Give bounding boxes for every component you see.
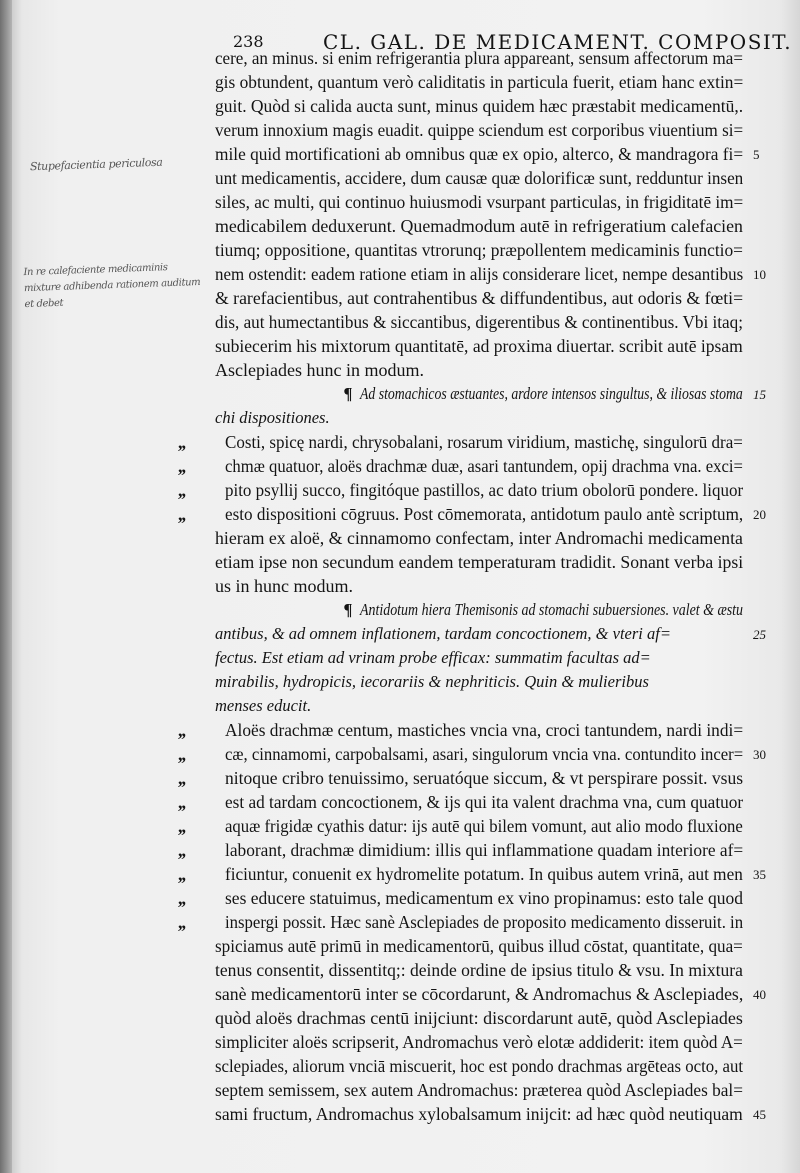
line-text: guit. Quòd si calida aucta sunt, minus quidem hæc præstabit medicamentū,. <box>215 96 744 116</box>
line-number: 35 <box>753 867 766 882</box>
text-line <box>178 504 770 524</box>
running-title: CL. GAL. DE MEDICAMENT. COMPOSIT. <box>323 30 793 54</box>
line-text: tiumq; oppositione, quantitas vtrorunq; præpollentem medicaminis functio= <box>215 240 743 260</box>
quotation-marker: ,, <box>178 864 185 884</box>
line-text: & rarefacientibus, aut contrahentibus & diffundentibus, aut odoris & fœti= <box>215 288 744 308</box>
text-line <box>205 552 753 572</box>
text-line <box>205 144 765 164</box>
pilcrow-marker: ¶ <box>344 384 352 403</box>
text-line <box>205 696 311 716</box>
line-text: dis, aut humectantibus & siccantibus, digerentibus & continentibus. Vbi itaq; <box>215 312 743 332</box>
line-text: verum innoxium magis euadit. quippe sciendum est corporibus viuentium si= <box>215 120 744 140</box>
text-line <box>178 456 784 476</box>
marginalia <box>0 0 200 1173</box>
text-line <box>205 384 800 404</box>
quotation-marker: ,, <box>178 792 185 812</box>
text-line <box>178 720 763 740</box>
line-text: fectus. Est etiam ad vrinam probe efficax: summatim facultas ad= <box>215 648 651 667</box>
line-text: sclepiades, aliorum vnciā miscuerit, hoc est pondo drachmas argēteas octo, aut <box>215 1056 744 1076</box>
text-line <box>205 192 768 212</box>
line-text: Ad stomachicos æstuantes, ardore intensos singultus, & iliosas stoma <box>360 384 743 403</box>
line-text: ses educere statuimus, medicamentum ex vino propinamus: esto tale quod <box>225 888 743 908</box>
line-text: antibus, & ad omnem inflationem, tardam concoctionem, & vteri af= <box>215 624 671 643</box>
text-line <box>205 984 766 1004</box>
text-line <box>205 1032 770 1052</box>
text-line <box>205 648 651 668</box>
line-text: unt medicamentis, accidere, dum causæ quæ dolorificæ sunt, redduntur insen <box>215 168 744 188</box>
quotation-marker: ,, <box>178 768 185 788</box>
quotation-marker: ,, <box>178 816 185 836</box>
text-line <box>205 576 353 596</box>
text-line <box>205 960 756 980</box>
text-line <box>205 288 752 308</box>
line-text: etiam ipse non secundum eandem temperaturam tradidit. Sonant verba ipsi <box>215 552 744 572</box>
quotation-marker: ,, <box>178 456 185 476</box>
text-line <box>205 336 756 356</box>
line-text: simpliciter aloës scripserit, Andromachus verò elotæ addiderit: item quòd A= <box>215 1032 743 1052</box>
text-line <box>178 912 782 932</box>
line-number: 30 <box>753 747 766 762</box>
quotation-marker: ,, <box>178 840 185 860</box>
line-text: sami fructum, Andromachus xylobalsamum inijcit: ad hæc quòd neutiquam <box>215 1104 743 1124</box>
line-text: septem semissem, sex autem Andromachus: præterea quòd Asclepiades bal= <box>215 1080 743 1100</box>
line-text: Asclepiades hunc in modum. <box>215 360 424 380</box>
line-text: sanè medicamentorū inter se cōcordarunt, & Andromachus & Asclepiades, <box>215 984 744 1004</box>
line-text: pito psyllij succo, fingitóque pastillos, ac dato trium obolorū pondere. liquor <box>225 480 744 500</box>
quotation-marker: ,, <box>178 888 185 908</box>
text-line <box>178 744 785 764</box>
line-number: 25 <box>753 627 766 642</box>
text-line <box>205 528 749 548</box>
text-line <box>178 864 767 884</box>
line-text: chmæ quatuor, aloës drachmæ duæ, asari tantundem, opij drachma vna. exci= <box>225 456 743 476</box>
line-text: mirabilis, hydropicis, iecorariis & nephriticis. Quin & mulieribus <box>215 672 649 691</box>
text-line <box>205 672 649 692</box>
line-number: 10 <box>753 267 766 282</box>
line-text: quòd aloës drachmas centū inijciunt: discordarunt autē, quòd Asclepiades <box>215 1008 743 1028</box>
quotation-marker: ,, <box>178 912 185 932</box>
line-text: cæ, cinnamomi, carpobalsami, asari, singulorum vncia vna. contundito incer= <box>225 744 744 764</box>
text-line <box>178 480 774 500</box>
line-text: nitoque cribro tenuissimo, seruatóque siccum, & vt perspirare possit. vsus <box>225 768 744 788</box>
text-line <box>205 96 759 116</box>
line-text: Aloës drachmæ centum, mastiches vncia vna, croci tantundem, nardi indi= <box>225 720 744 740</box>
line-text: inspergi possit. Hæc sanè Asclepiades de proposito medicamento disseruit. in <box>225 912 744 932</box>
text-line <box>178 768 757 788</box>
quotation-marker: ,, <box>178 744 185 764</box>
line-text: hieram ex aloë, & cinnamomo confectam, inter Andromachi medicamenta <box>215 528 743 548</box>
line-text: est ad tardam concoctionem, & ijs qui ita valent drachma vna, cum quatuor <box>225 792 744 812</box>
text-line <box>205 1056 781 1076</box>
line-text: mile quid mortificationi ab omnibus quæ ex opio, alterco, & mandragora fi= <box>215 144 744 164</box>
quotation-marker: ,, <box>178 504 185 524</box>
text-line <box>205 72 763 92</box>
text-line <box>205 936 770 956</box>
line-text: ficiuntur, conuenit ex hydromelite potatum. In quibus autem vrinā, aut men <box>225 864 743 884</box>
text-line <box>205 168 770 188</box>
margin-note: In re calefaciente medicaminis mixture adhibenda rationem auditum et debet <box>23 262 201 311</box>
text-line <box>205 1008 743 1028</box>
line-text: menses educit. <box>215 696 312 715</box>
pilcrow-marker: ¶ <box>344 600 352 619</box>
text-line <box>205 408 330 428</box>
text-line <box>205 120 772 140</box>
text-line <box>178 840 763 860</box>
text-line <box>205 1080 766 1100</box>
quotation-marker: ,, <box>178 720 185 740</box>
line-text: gis obtundent, quantum verò caliditatis in particula fuerit, etiam hanc extin= <box>215 72 744 92</box>
text-line <box>178 888 758 908</box>
text-line <box>205 600 800 620</box>
page-number: 238 <box>233 32 264 51</box>
text-line <box>205 264 776 284</box>
text-line <box>178 432 774 452</box>
margin-note: Stupefacientia periculosa <box>29 155 163 174</box>
line-text: aquæ frigidæ cyathis datur: ijs autē qui bilem vomunt, aut alio modo fluxione <box>225 816 743 836</box>
text-line <box>205 1104 766 1124</box>
line-text: Costi, spicę nardi, chrysobalani, rosarum viridium, mastichę, singulorū dra= <box>225 432 743 452</box>
line-text: subiecerim his mixtorum quantitatē, ad proxima diuertar. scribit autē ipsam <box>215 336 743 356</box>
line-text: siles, ac multi, qui continuo huiusmodi vsurpant particulas, in frigiditatē im= <box>215 192 744 212</box>
text-line <box>205 48 773 68</box>
line-number: 20 <box>753 507 766 522</box>
text-line <box>205 360 424 380</box>
text-line <box>205 312 770 332</box>
line-text: tenus consentit, dissentitq;: deinde ordine de ipsius titulo & vsu. In mixtura <box>215 960 743 980</box>
line-number: 15 <box>753 387 766 402</box>
line-text: medicabilem deduxerunt. Quemadmodum autē in refrigeratium calefacien <box>215 216 743 236</box>
line-text: us in hunc modum. <box>215 576 353 596</box>
line-text: chi dispositiones. <box>215 408 330 427</box>
text-line <box>178 816 782 836</box>
text-line <box>205 216 748 236</box>
quotation-marker: ,, <box>178 480 185 500</box>
text-line <box>205 624 766 644</box>
line-text: esto dispositioni cōgruus. Post cōmemorata, antidotum paulo antè scriptum, <box>225 504 744 524</box>
text-line <box>205 240 762 260</box>
line-text: laborant, drachmæ dimidium: illis qui inflammatione quadam interiore af= <box>225 840 744 860</box>
line-text: Antidotum hiera Themisonis ad stomachi subuersiones. valet & æstu <box>360 600 744 619</box>
line-text: spiciamus autē primū in medicamentorū, quibus illud cōstat, quantitate, qua= <box>215 936 743 956</box>
text-line <box>178 792 766 812</box>
line-number: 40 <box>753 987 766 1002</box>
line-number: 5 <box>753 147 760 162</box>
line-number: 45 <box>753 1107 766 1122</box>
line-text: cere, an minus. si enim refrigerantia plura appareant, sensum affectorum ma= <box>215 48 743 68</box>
line-text: nem ostendit: eadem ratione etiam in alijs considerare licet, nempe desantibus <box>215 264 744 284</box>
quotation-marker: ,, <box>178 432 185 452</box>
